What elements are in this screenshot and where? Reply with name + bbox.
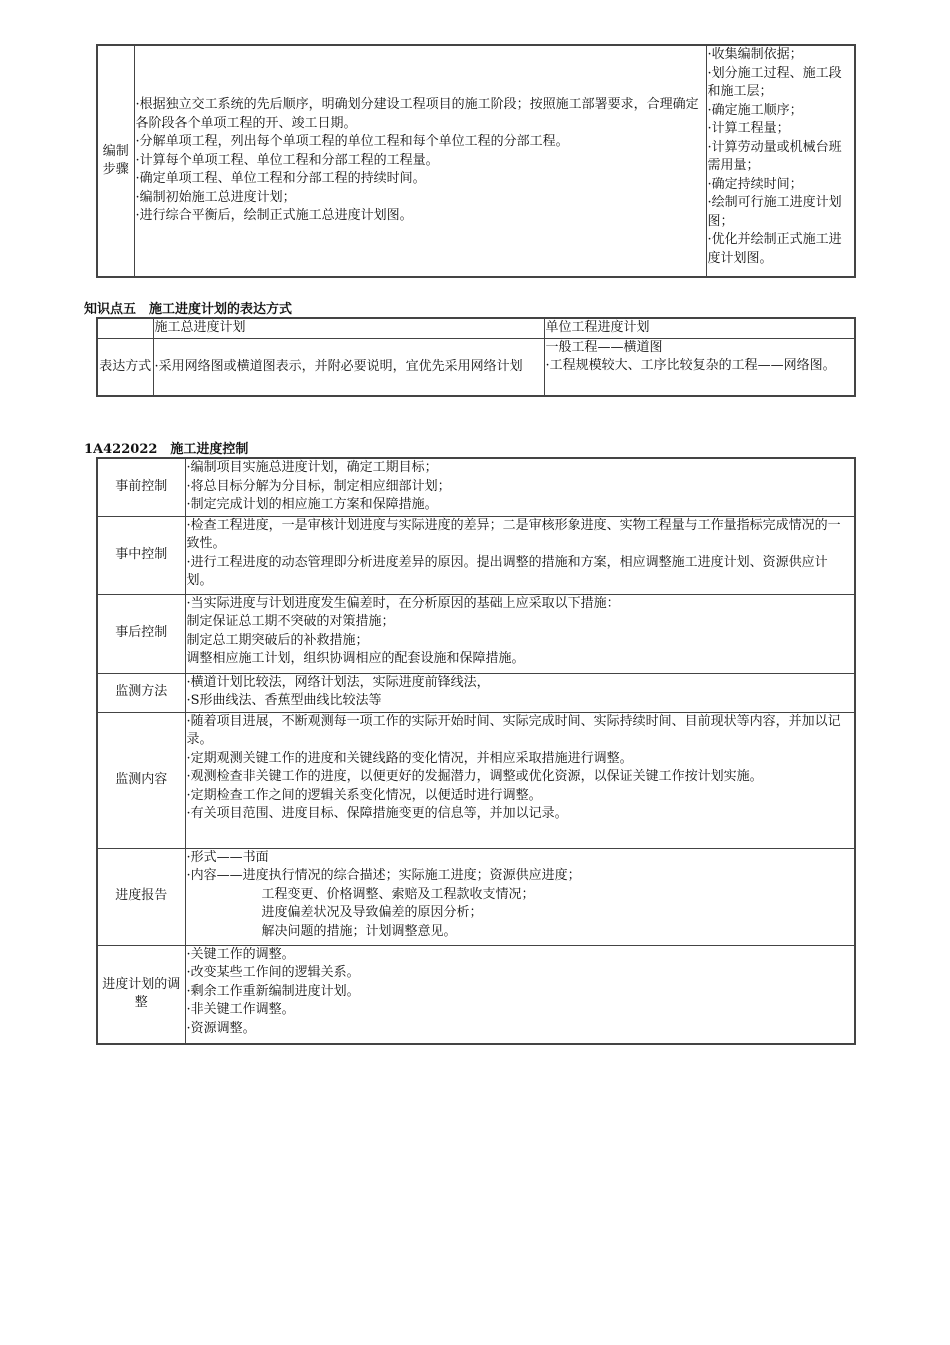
section-heading-control: 1A422022 施工进度控制 — [84, 442, 249, 457]
control-line: ·进行工程进度的动态管理即分析进度差异的原因。提出调整的措施和方案，相应调整施工进度计划、资源供应计划。 — [186, 554, 828, 588]
steps-unit-line: ·划分施工过程、施工段和施工层； — [707, 65, 842, 99]
control-line: ·横道计划比较法，网络计划法，实际进度前锋线法， — [186, 674, 490, 690]
steps-row-label: 编制步骤 — [97, 45, 134, 277]
control-line: ·内容——进度执行情况的综合描述；实际施工进度；资源供应进度； — [186, 868, 581, 883]
steps-unit-line: ·计算工程量； — [707, 121, 790, 136]
control-row-label: 事中控制 — [97, 516, 185, 594]
control-row-label: 监测方法 — [97, 673, 185, 712]
steps-unit-line: ·收集编制依据； — [707, 47, 803, 62]
steps-unit-line: ·绘制可行施工进度计划图； — [707, 195, 842, 229]
control-row-content — [185, 458, 855, 516]
steps-unit-line: ·计算劳动量或机械台班需用量； — [707, 139, 842, 173]
control-line: ·非关键工作调整。 — [186, 1002, 295, 1017]
control-line: ·剩余工作重新编制进度计划。 — [186, 983, 360, 999]
control-line: 制定总工期突破后的补救措施； — [186, 632, 369, 648]
control-row-label: 事前控制 — [97, 458, 185, 516]
control-row-label: 进度报告 — [97, 848, 185, 945]
expression-overall-cell: ·采用网络图或横道图表示，并附必要说明，宜优先采用网络计划 — [153, 338, 544, 396]
control-line: ·改变某些工作间的逻辑关系。 — [186, 965, 360, 980]
expression-header-unit: 单位工程进度计划 — [544, 318, 855, 338]
control-line: 制定保证总工期不突破的对策措施； — [186, 614, 395, 629]
expression-unit-cell — [544, 338, 855, 396]
expression-row-label: 表达方式 — [97, 338, 153, 396]
control-row-label: 事后控制 — [97, 594, 185, 673]
control-row-content — [185, 848, 855, 945]
control-line: ·当实际进度与计划进度发生偏差时，在分析原因的基础上应采取以下措施： — [186, 595, 620, 611]
expression-unit-line: ·工程规模较大、工序比较复杂的工程——网络图。 — [545, 358, 836, 373]
section-heading-expression: 知识点五 施工进度计划的表达方式 — [84, 302, 293, 317]
steps-overall-line: ·进行综合平衡后，绘制正式施工总进度计划图。 — [135, 208, 413, 224]
control-row-content — [185, 673, 855, 712]
control-row-content — [185, 594, 855, 673]
expression-header-overall: 施工总进度计划 — [153, 318, 544, 338]
control-line: 调整相应施工计划，组织协调相应的配套设施和保障措施。 — [186, 651, 525, 666]
control-line: ·资源调整。 — [186, 1020, 256, 1036]
control-table — [96, 457, 856, 1045]
steps-overall-cell — [134, 45, 706, 277]
steps-unit-line: ·确定施工顺序； — [707, 102, 803, 118]
control-line: ·将总目标分解为分目标，制定相应细部计划； — [186, 478, 451, 494]
steps-overall-line: ·计算每个单项工程、单位工程和分部工程的工程量。 — [135, 152, 439, 168]
expression-unit-line: 一般工程——横道图 — [545, 339, 663, 355]
control-line: ·形式——书面 — [186, 849, 269, 865]
control-row-content — [185, 945, 855, 1044]
steps-overall-line: ·根据独立交工系统的先后顺序，明确划分建设工程项目的施工阶段；按照施工部署要求，合理确定各阶段各个单项工程的开、竣工日期。 — [135, 97, 699, 131]
control-line: 进度偏差状况及导致偏差的原因分析； — [261, 905, 483, 920]
control-row-content — [185, 516, 855, 594]
steps-table — [96, 44, 856, 278]
steps-unit-line: ·确定持续时间； — [707, 176, 803, 192]
steps-overall-line: ·确定单项工程、单位工程和分部工程的持续时间。 — [135, 171, 426, 187]
steps-unit-line: ·优化并绘制正式施工进度计划图。 — [707, 232, 842, 266]
control-line: ·观测检查非关键工作的进度，以便更好的发掘潜力，调整或优化资源，以保证关键工作按计划实施。 — [186, 769, 763, 784]
control-row-label: 监测内容 — [97, 712, 185, 848]
control-line: ·关键工作的调整。 — [186, 946, 295, 962]
control-line: ·S形曲线法、香蕉型曲线比较法等 — [186, 693, 382, 708]
steps-unit-cell — [706, 45, 855, 277]
control-line: ·编制项目实施总进度计划，确定工期目标； — [186, 460, 438, 475]
control-line: ·有关项目范围、进度目标、保障措施变更的信息等，并加以记录。 — [186, 806, 568, 821]
expression-table — [96, 317, 856, 397]
control-line: ·定期检查工作之间的逻辑关系变化情况，以便适时进行调整。 — [186, 787, 542, 803]
steps-overall-line: ·分解单项工程，列出每个单项工程的单位工程和每个单位工程的分部工程。 — [135, 134, 569, 150]
control-row-label: 进度计划的调整 — [97, 945, 185, 1044]
control-line: 工程变更、价格调整、索赔及工程款收支情况； — [261, 886, 535, 902]
control-line: ·定期观测关键工作的进度和关键线路的变化情况，并相应采取措施进行调整。 — [186, 750, 633, 766]
expression-corner-cell — [97, 318, 153, 338]
control-line: 解决问题的措施；计划调整意见。 — [261, 923, 457, 939]
steps-overall-line: ·编制初始施工总进度计划； — [135, 189, 296, 205]
control-row-content — [185, 712, 855, 848]
control-line: ·制定完成计划的相应施工方案和保障措施。 — [186, 497, 438, 512]
control-line: ·随着项目进展，不断观测每一项工作的实际开始时间、实际完成时间、实际持续时间、目前现状等内容，并加以记录。 — [186, 713, 841, 747]
control-line: ·检查工程进度，一是审核计划进度与实际进度的差异；二是审核形象进度、实物工程量与工作量指标完成情况的一致性。 — [186, 517, 841, 551]
